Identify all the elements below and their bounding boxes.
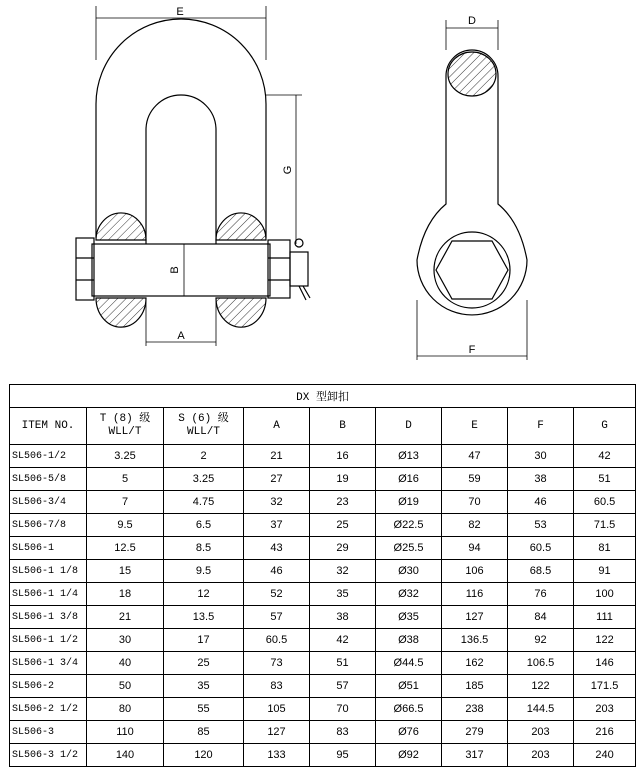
cell-b: 25 — [310, 514, 376, 537]
cell-item: SL506-1/2 — [10, 445, 87, 468]
cell-f: 76 — [508, 583, 574, 606]
cell-b: 29 — [310, 537, 376, 560]
cell-f: 92 — [508, 629, 574, 652]
cell-a: 27 — [244, 468, 310, 491]
dimension-label-g: G — [282, 165, 294, 175]
cell-d: Ø25.5 — [376, 537, 442, 560]
cell-s: 25 — [164, 652, 244, 675]
cell-t: 5 — [87, 468, 164, 491]
header-g: G — [574, 408, 636, 445]
table-row — [10, 675, 636, 698]
cell-e: 162 — [442, 652, 508, 675]
cell-b: 23 — [310, 491, 376, 514]
cell-item: SL506-7/8 — [10, 514, 87, 537]
cell-d: Ø13 — [376, 445, 442, 468]
cell-g: 91 — [574, 560, 636, 583]
shackle-pin — [92, 244, 270, 296]
cell-e: 82 — [442, 514, 508, 537]
cell-item: SL506-1 1/4 — [10, 583, 87, 606]
cotter-pin — [290, 252, 308, 286]
cell-d: Ø22.5 — [376, 514, 442, 537]
shackle-technical-drawing — [0, 0, 642, 380]
cell-b: 35 — [310, 583, 376, 606]
cell-e: 70 — [442, 491, 508, 514]
cell-s: 2 — [164, 445, 244, 468]
cell-item: SL506-3/4 — [10, 491, 87, 514]
cell-g: 171.5 — [574, 675, 636, 698]
table-row — [10, 698, 636, 721]
cell-g: 42 — [574, 445, 636, 468]
dimension-label-f: F — [468, 344, 476, 356]
cell-e: 136.5 — [442, 629, 508, 652]
table-row — [10, 468, 636, 491]
cell-e: 185 — [442, 675, 508, 698]
dimension-label-d: D — [468, 15, 476, 27]
cell-f: 122 — [508, 675, 574, 698]
eye-section-left — [96, 213, 146, 327]
cell-g: 240 — [574, 744, 636, 767]
cell-f: 68.5 — [508, 560, 574, 583]
cell-s: 9.5 — [164, 560, 244, 583]
table-row — [10, 583, 636, 606]
cell-b: 19 — [310, 468, 376, 491]
header-f: F — [508, 408, 574, 445]
cell-f: 53 — [508, 514, 574, 537]
pin-nut — [268, 240, 290, 298]
cell-e: 47 — [442, 445, 508, 468]
cell-e: 317 — [442, 744, 508, 767]
cell-t: 21 — [87, 606, 164, 629]
cell-d: Ø51 — [376, 675, 442, 698]
table-row — [10, 606, 636, 629]
cell-d: Ø66.5 — [376, 698, 442, 721]
cell-t: 9.5 — [87, 514, 164, 537]
cell-a: 32 — [244, 491, 310, 514]
cell-d: Ø19 — [376, 491, 442, 514]
header-e: E — [442, 408, 508, 445]
cell-f: 84 — [508, 606, 574, 629]
pin-cross-section — [448, 52, 496, 96]
cell-b: 38 — [310, 606, 376, 629]
cell-g: 100 — [574, 583, 636, 606]
header-item-no: ITEM NO. — [10, 408, 87, 445]
cell-f: 60.5 — [508, 537, 574, 560]
cell-g: 71.5 — [574, 514, 636, 537]
cell-e: 59 — [442, 468, 508, 491]
cell-g: 51 — [574, 468, 636, 491]
cell-g: 60.5 — [574, 491, 636, 514]
cell-b: 83 — [310, 721, 376, 744]
cell-s: 4.75 — [164, 491, 244, 514]
header-s-grade — [164, 408, 244, 445]
cell-f: 203 — [508, 721, 574, 744]
cell-t: 110 — [87, 721, 164, 744]
pin-head — [76, 238, 94, 300]
cell-g: 81 — [574, 537, 636, 560]
cell-b: 95 — [310, 744, 376, 767]
cell-s: 35 — [164, 675, 244, 698]
header-t-grade-line1: T (8) 级 — [99, 413, 151, 425]
cell-a: 127 — [244, 721, 310, 744]
cell-a: 105 — [244, 698, 310, 721]
cell-e: 94 — [442, 537, 508, 560]
cell-a: 21 — [244, 445, 310, 468]
cell-d: Ø38 — [376, 629, 442, 652]
cell-g: 203 — [574, 698, 636, 721]
cell-t: 50 — [87, 675, 164, 698]
cell-b: 16 — [310, 445, 376, 468]
cell-d: Ø16 — [376, 468, 442, 491]
header-a: A — [244, 408, 310, 445]
cell-s: 12 — [164, 583, 244, 606]
cell-d: Ø32 — [376, 583, 442, 606]
cell-s: 55 — [164, 698, 244, 721]
cell-item: SL506-3 1/2 — [10, 744, 87, 767]
table-row — [10, 445, 636, 468]
cell-f: 144.5 — [508, 698, 574, 721]
cell-e: 279 — [442, 721, 508, 744]
cell-d: Ø44.5 — [376, 652, 442, 675]
cell-a: 133 — [244, 744, 310, 767]
dimension-label-b: B — [169, 266, 181, 274]
cell-d: Ø76 — [376, 721, 442, 744]
cell-item: SL506-2 — [10, 675, 87, 698]
cell-f: 38 — [508, 468, 574, 491]
cell-f: 30 — [508, 445, 574, 468]
cell-e: 127 — [442, 606, 508, 629]
nut-hexagon — [436, 241, 508, 299]
cell-e: 238 — [442, 698, 508, 721]
cell-t: 7 — [87, 491, 164, 514]
cell-b: 42 — [310, 629, 376, 652]
cell-f: 106.5 — [508, 652, 574, 675]
cell-s: 120 — [164, 744, 244, 767]
cell-b: 70 — [310, 698, 376, 721]
table-row — [10, 629, 636, 652]
front-view — [76, 19, 310, 327]
cell-t: 18 — [87, 583, 164, 606]
cell-s: 13.5 — [164, 606, 244, 629]
cell-s: 3.25 — [164, 468, 244, 491]
cell-t: 40 — [87, 652, 164, 675]
cell-a: 37 — [244, 514, 310, 537]
cell-item: SL506-2 1/2 — [10, 698, 87, 721]
cell-f: 203 — [508, 744, 574, 767]
cell-s: 8.5 — [164, 537, 244, 560]
cell-a: 60.5 — [244, 629, 310, 652]
cell-t: 30 — [87, 629, 164, 652]
cell-t: 15 — [87, 560, 164, 583]
cell-t: 12.5 — [87, 537, 164, 560]
cell-d: Ø35 — [376, 606, 442, 629]
cell-a: 73 — [244, 652, 310, 675]
header-b: B — [310, 408, 376, 445]
cell-s: 85 — [164, 721, 244, 744]
dimension-label-e: E — [176, 6, 184, 18]
cell-s: 6.5 — [164, 514, 244, 537]
shackle-bow-inner — [146, 95, 216, 244]
cell-a: 83 — [244, 675, 310, 698]
table-row — [10, 652, 636, 675]
table-row — [10, 560, 636, 583]
header-t-grade-line2: WLL/T — [108, 426, 142, 438]
cell-d: Ø30 — [376, 560, 442, 583]
cell-b: 51 — [310, 652, 376, 675]
cell-item: SL506-5/8 — [10, 468, 87, 491]
table-row — [10, 537, 636, 560]
cell-e: 116 — [442, 583, 508, 606]
side-view — [417, 50, 527, 315]
cell-g: 146 — [574, 652, 636, 675]
cell-e: 106 — [442, 560, 508, 583]
table-row — [10, 721, 636, 744]
cell-a: 43 — [244, 537, 310, 560]
cell-s: 17 — [164, 629, 244, 652]
cell-a: 57 — [244, 606, 310, 629]
cell-b: 57 — [310, 675, 376, 698]
eye-circle — [434, 232, 510, 308]
cell-g: 111 — [574, 606, 636, 629]
shackle-bow-outer — [96, 19, 266, 238]
dimension-label-a: A — [177, 330, 185, 342]
header-t-grade — [87, 408, 164, 445]
cell-t: 140 — [87, 744, 164, 767]
cell-t: 80 — [87, 698, 164, 721]
cell-item: SL506-1 3/4 — [10, 652, 87, 675]
header-d: D — [376, 408, 442, 445]
table-row — [10, 491, 636, 514]
cell-a: 46 — [244, 560, 310, 583]
cell-g: 122 — [574, 629, 636, 652]
table-title: DX 型卸扣 — [10, 385, 636, 408]
header-s-grade-line2: WLL/T — [186, 426, 220, 438]
cell-item: SL506-1 — [10, 537, 87, 560]
cell-item: SL506-1 1/2 — [10, 629, 87, 652]
table-row — [10, 514, 636, 537]
cell-g: 216 — [574, 721, 636, 744]
table-body — [10, 445, 636, 767]
cell-item: SL506-3 — [10, 721, 87, 744]
cell-item: SL506-1 3/8 — [10, 606, 87, 629]
cell-f: 46 — [508, 491, 574, 514]
header-s-grade-line1: S (6) 级 — [178, 413, 229, 425]
shackle-spec-table — [9, 384, 636, 767]
cell-d: Ø92 — [376, 744, 442, 767]
cell-t: 3.25 — [87, 445, 164, 468]
cell-b: 32 — [310, 560, 376, 583]
cell-a: 52 — [244, 583, 310, 606]
eye-section-right — [216, 213, 266, 327]
cell-item: SL506-1 1/8 — [10, 560, 87, 583]
table-row — [10, 744, 636, 767]
